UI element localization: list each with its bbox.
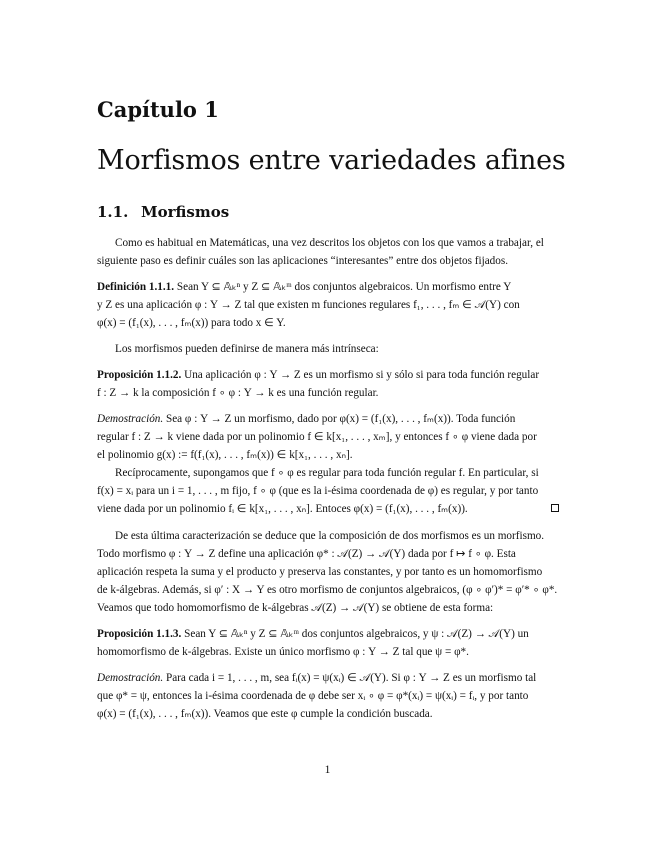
text-line: f(x) = xᵢ para un i = 1, . . . , m fijo, f ∘ φ (que es la i-ésima coordenada de φ) es regular, y por tanto [97,485,539,497]
proposition-text: Una aplicación φ : Y → Z es un morfismo si y sólo si para toda función regular [181,369,540,381]
proof-text: Para cada i = 1, . . . , m, sea fᵢ(x) = ψ(xᵢ) ∈ 𝒜(Y). Si φ : Y → Z es un morfismo tal [163,672,537,684]
definition-1-1-1 [97,278,559,332]
definition-text: Sean Y ⊆ 𝔸ₖⁿ y Z ⊆ 𝔸ₖᵐ dos conjuntos algebraicos. Un morfismo entre Y [174,281,512,293]
text-line: de k-álgebras. Además, si φ′ : X → Y es otro morfismo de conjuntos algebraicos, (φ ∘ φ′)* = φ′* ∘ φ*. [97,584,558,596]
proposition-1-1-3 [97,625,559,661]
proposition-text: Sean Y ⊆ 𝔸ₖⁿ y Z ⊆ 𝔸ₖᵐ dos conjuntos algebraicos, y ψ : 𝒜(Z) → 𝒜(Y) un [181,628,529,640]
composition-paragraph [97,527,559,617]
text-line: Recíprocamente, supongamos que f ∘ φ es regular para toda función regular f. En particular, si [115,467,539,479]
chapter-label: Capítulo 1 [97,97,219,122]
chapter-title: Morfismos entre variedades afines [97,145,566,176]
proposition-head: Proposición 1.1.2. [97,369,182,381]
proof-head: Demostración. [97,413,164,425]
text-line [97,500,559,518]
text-line [97,278,559,296]
text-line [97,625,559,643]
text-line: Todo morfismo φ : Y → Z define una aplicación φ* : 𝒜(Z) → 𝒜(Y) dada por f ↦ f ∘ φ. Esta [97,548,516,560]
qed-square-icon [551,504,559,512]
text-line [97,669,559,687]
proof-head: Demostración. [97,672,164,684]
text-line: Veamos que todo homomorfismo de k-álgebras 𝒜(Z) → 𝒜(Y) se obtiene de esta forma: [97,602,494,614]
text-line: regular f : Z → k viene dada por un polinomio f ∈ k[x₁, . . . , xₘ], y entonces f ∘ φ viene dada por [97,431,537,443]
intrinsic-paragraph [97,340,559,358]
text-line: De esta última caracterización se deduce que la composición de dos morfismos es un morfismo. [115,530,545,542]
text-line: siguiente paso es definir cuáles son las aplicaciones “interesantes” entre dos objetos fijados. [97,255,509,267]
text-line: homomorfismo de k-álgebras. Existe un único morfismo φ : Y → Z tal que ψ = φ*. [97,646,469,658]
text-line: φ(x) = (f₁(x), . . . , fₘ(x)). Veamos que este φ cumple la condición buscada. [97,708,433,720]
intro-paragraph [97,234,559,270]
section-heading [97,203,229,221]
proposition-1-1-2 [97,366,559,402]
text-line: y Z es una aplicación φ : Y → Z tal que existen m funciones regulares f₁, . . . , fₘ ∈ 𝒜(Y) con [97,299,520,311]
text-line: φ(x) = (f₁(x), . . . , fₘ(x)) para todo x ∈ Y. [97,317,286,329]
page-number: 1 [324,764,331,776]
proof-1 [97,410,559,518]
text-line: Como es habitual en Matemáticas, una vez descritos los objetos con los que vamos a trabajar, el [115,237,544,249]
text-line: que φ* = ψ, entonces la i-ésima coordenada de φ debe ser xᵢ ∘ φ = φ*(xᵢ) = ψ(xᵢ) = fᵢ, y por tanto [97,690,529,702]
text-line: f : Z → k la composición f ∘ φ : Y → k es una función regular. [97,387,379,399]
text-line: Los morfismos pueden definirse de manera más intrínseca: [115,343,379,355]
proposition-head: Proposición 1.1.3. [97,628,182,640]
text-line: el polinomio g(x) := f(f₁(x), . . . , fₘ(x)) ∈ k[x₁, . . . , xₙ]. [97,449,353,461]
text-line: aplicación respeta la suma y el producto y preserva las constantes, y por tanto es un homomorfismo [97,566,543,578]
definition-head: Definición 1.1.1. [97,281,175,293]
proof-text: Sea φ : Y → Z un morfismo, dado por φ(x) = (f₁(x), . . . , fₘ(x)). Toda función [163,413,516,425]
proof-text: viene dada por un polinomio fᵢ ∈ k[x₁, . . . , xₙ]. Entoces φ(x) = (f₁(x), . . . , fₘ(x)). [97,503,468,515]
section-title: Morfismos [141,203,230,221]
text-line [97,366,559,384]
section-number: 1.1. [97,203,129,221]
text-line [97,410,559,428]
proof-2 [97,669,559,723]
